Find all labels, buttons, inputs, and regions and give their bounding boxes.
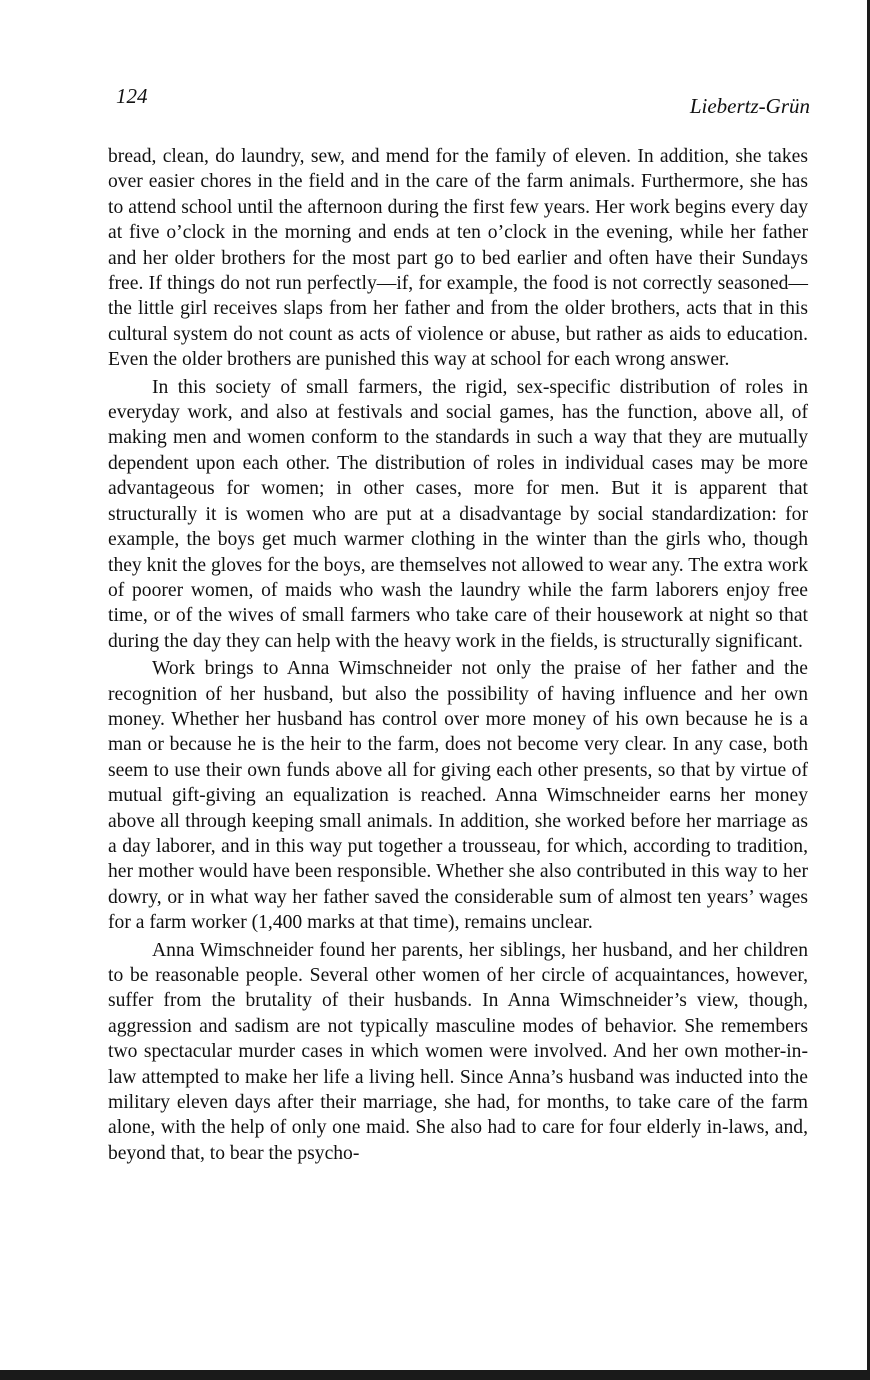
running-title: Liebertz-Grün (689, 94, 810, 118)
scan-edge-bottom (0, 1370, 870, 1380)
paragraph-4: Anna Wimschneider found her parents, her siblings, her husband, and her children to be reasonable people. Several other women of her circle of acquaintances, however, suffer from the brutality of their husbands. In Anna Wimschneider’s view, though, aggression and sadism are not typically masculine modes of behavior. She remembers two spectacular murder cases in which women were involved. And her own mother-in-law attempted to make her life a living hell. Since Anna’s husband was inducted into the military eleven days after their marriage, she had, for months, to take care of the farm alone, with the help of only one maid. She also had to care for four elderly in-laws, and, beyond that, to bear the psycho- (108, 939, 808, 1164)
paragraph-1: bread, clean, do laundry, sew, and mend for the family of eleven. In addition, she takes over easier chores in the field and in the care of the farm animals. Furthermore, she has to attend school until the afternoon during the first few years. Her work begins every day at five o’clock in the morning and ends at ten o’clock in the evening, while her father and her older brothers for the most part go to bed earlier and often have their Sundays free. If things do not run perfectly—if, for example, the food is not correctly seasoned—the little girl receives slaps from her father and from the older brothers, acts that in this cultural system do not count as acts of violence or abuse, but rather as aids to education. Even the older brothers are punished this way at school for each wrong answer. (108, 146, 808, 371)
page-number: 124 (116, 84, 148, 108)
paragraph-3: Work brings to Anna Wimschneider not only the praise of her father and the recognition of her husband, but also the possibility of having influence and her own money. Whether her husband has control over more money of his own because he is a man or because he is the heir to the farm, does not become very clear. In any case, both seem to use their own funds above all for giving each other presents, so that by virtue of mutual gift-giving an equalization is reached. Anna Wimschneider earns her money above all through keeping small animals. In addition, she worked before her marriage as a day laborer, and in this way put together a trousseau, for which, according to tradition, her mother would have been responsible. Whether she also contributed in this way to her dowry, or in what way her father saved the considerable sum of almost ten years’ wages for a farm worker (1,400 marks at that time), remains unclear. (108, 658, 808, 934)
body-text (108, 144, 808, 1166)
paragraph-2: In this society of small farmers, the rigid, sex-specific distribution of roles in everyday work, and also at festivals and social games, has the function, above all, of making men and women conform to the standards in such a way that they are mutually dependent upon each other. The distribution of roles in individual cases may be more advantageous for women; in other cases, more for men. But it is apparent that structurally it is women who are put at a disadvantage by social standardization: for example, the boys get much warmer clothing in the winter than the girls who, though they knit the gloves for the boys, are themselves not allowed to wear any. The extra work of poorer women, of maids who wash the laundry while the farm laborers enjoy free time, or of the wives of small farmers who take care of their housework at night so that during the day they can help with the heavy work in the fields, is structurally significant. (108, 376, 808, 652)
running-head (116, 84, 810, 124)
